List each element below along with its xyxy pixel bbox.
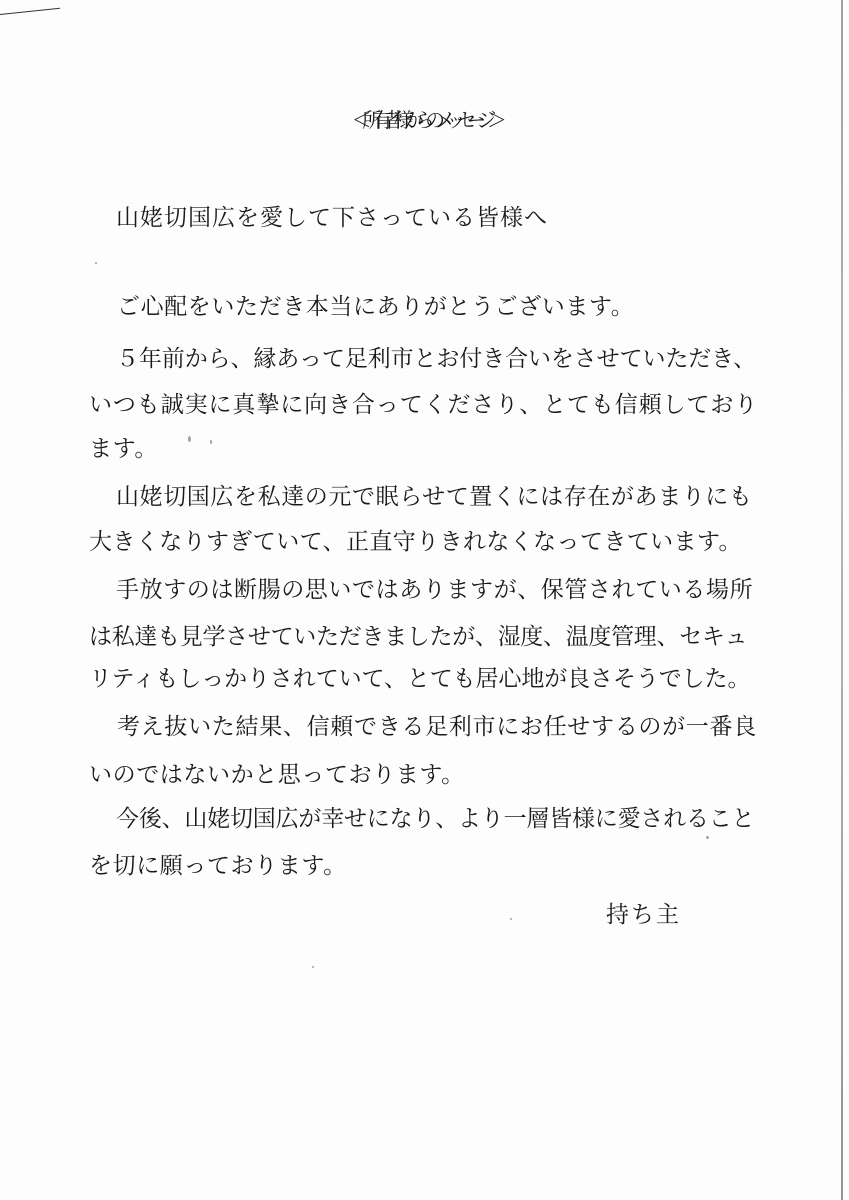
- letter-line: リティもしっかりされていて、とても居心地が良さそうでした。: [89, 666, 751, 692]
- scan-speck: [312, 966, 314, 968]
- scan-speck: [95, 262, 97, 264]
- letter-line: 今後、山姥切国広が幸せになり、より一層皆様に愛されること: [116, 806, 755, 832]
- letter-line: いのではないかと思っております。: [89, 762, 465, 788]
- letter-line: 手放すのは断腸の思いではありますが、保管されている場所: [116, 577, 754, 603]
- corner-scan-mark: [0, 0, 60, 15]
- scan-edge-line: [841, 0, 843, 1200]
- letter-line: は私達も見学させていただきましたが、湿度、温度管理、セキュ: [89, 624, 748, 650]
- letter-line: ます。: [89, 436, 158, 462]
- letter-line: 考え抜いた結果、信頼できる足利市にお任せするのが一番良: [117, 714, 757, 740]
- salutation: 山姥切国広を愛して下さっている皆様へ: [116, 205, 548, 231]
- letter-line: を切に願っております。: [89, 853, 347, 879]
- scan-speck: [210, 440, 212, 444]
- letter-line: いつも誠実に真摯に向き合ってくださり、とても信頼しており: [89, 392, 759, 418]
- signature-owner: 持ち主: [606, 902, 681, 928]
- scan-speck: [706, 836, 709, 839]
- scan-speck: [510, 918, 512, 920]
- letter-line: 大きくなりすぎていて、正直守りきれなくなってきています。: [89, 529, 742, 555]
- letter-line: ご心配をいただき本当にありがとうございます。: [117, 294, 635, 320]
- letter-line: 山姥切国広を私達の元で眠らせて置くには存在があまりにも: [116, 484, 753, 510]
- message-heading: ＜所有者様からのメッセージ＞: [351, 108, 498, 132]
- scan-speck: [188, 436, 191, 442]
- letter-line: ５年前から、縁あって足利市とお付き合いをさせていただき、: [116, 346, 757, 372]
